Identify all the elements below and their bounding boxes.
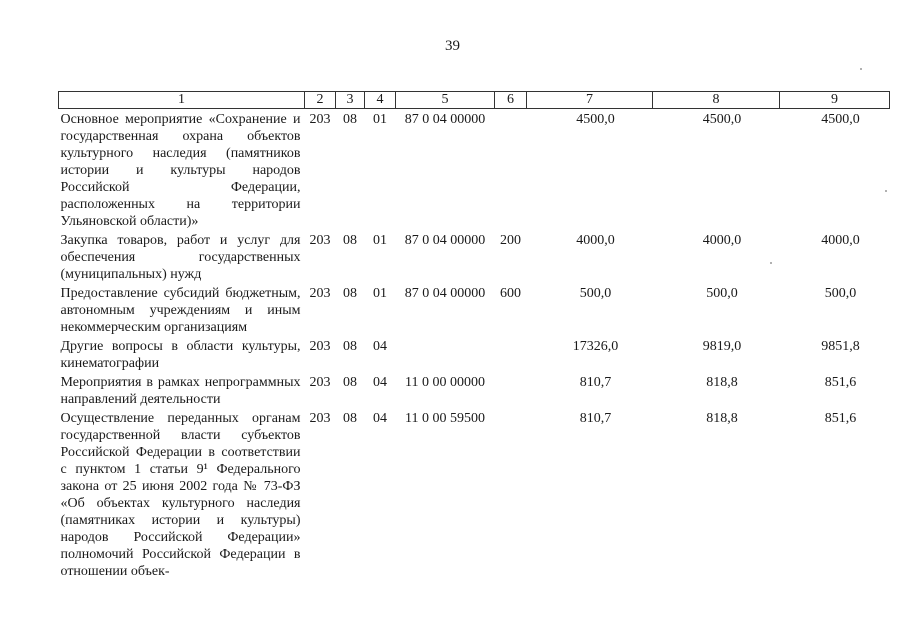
scan-speck	[860, 68, 862, 70]
cell-expense-type	[495, 372, 527, 408]
column-header-3: 3	[336, 92, 365, 109]
cell-amount-col7: 810,7	[579, 375, 612, 390]
cell-amount-col9: 851,6	[824, 375, 857, 390]
cell-expense-type: 200	[500, 233, 521, 248]
cell-target-article	[396, 336, 495, 372]
cell-amount-col8: 4500,0	[702, 112, 742, 127]
column-header-5: 5	[396, 92, 495, 109]
column-header-7: 7	[527, 92, 653, 109]
table-row	[59, 408, 890, 580]
cell-admin-code: 203	[309, 286, 331, 301]
column-header-9: 9	[780, 92, 890, 109]
cell-expense-type	[495, 408, 527, 580]
cell-admin-code: 203	[309, 339, 331, 354]
cell-target-article: 87 0 04 00000	[404, 233, 486, 248]
table-row	[59, 283, 890, 336]
cell-subsection: 04	[373, 339, 387, 354]
header-row	[59, 92, 890, 109]
cell-section: 08	[343, 233, 357, 248]
scan-speck	[770, 262, 772, 264]
scan-speck	[885, 190, 887, 192]
column-header-6: 6	[495, 92, 527, 109]
cell-expense-type	[495, 336, 527, 372]
table-row	[59, 230, 890, 283]
cell-amount-col7: 4500,0	[576, 112, 615, 127]
cell-subsection: 01	[373, 112, 387, 127]
cell-target-article: 87 0 04 00000	[404, 112, 486, 127]
cell-amount-col9: 4000,0	[821, 233, 860, 248]
cell-amount-col8: 818,8	[706, 411, 738, 426]
cell-subsection: 04	[373, 375, 387, 390]
row-name: Основное мероприятие «Сохранение и государственная охрана объектов культурного наследия (памятников истории и культуры народов Российской Федерации, расположенных на территории Ульяновской области)»	[60, 112, 301, 229]
row-name: Закупка товаров, работ и услуг для обеспечения государственных (муниципальных) нужд	[60, 233, 301, 282]
cell-amount-col7: 810,7	[579, 411, 612, 426]
cell-target-article: 87 0 04 00000	[404, 286, 486, 301]
cell-target-article: 11 0 00 59500	[405, 411, 485, 426]
cell-target-article: 11 0 00 00000	[405, 375, 485, 390]
cell-amount-col8: 500,0	[706, 286, 738, 301]
cell-section: 08	[343, 339, 357, 354]
cell-subsection: 04	[373, 411, 387, 426]
column-header-8: 8	[653, 92, 780, 109]
cell-admin-code: 203	[309, 233, 331, 248]
cell-amount-col8: 4000,0	[702, 233, 742, 248]
cell-admin-code: 203	[309, 375, 331, 390]
row-name: Осуществление переданных органам государственной власти субъектов Российской Федерации в соответствии с пунктом 1 статьи 9¹ Федерального закона от 25 июня 2002 года № 73-ФЗ «Об объектах культурного наследия (памятниках истории и культуры) народов Российской Федерации» полномочий Российской Федерации в отношении объек-	[60, 411, 301, 579]
column-header-2: 2	[305, 92, 336, 109]
table-row	[59, 336, 890, 372]
cell-subsection: 01	[373, 233, 387, 248]
column-header-1: 1	[59, 92, 305, 109]
cell-amount-col9: 9851,8	[821, 339, 860, 354]
cell-admin-code: 203	[309, 411, 331, 426]
cell-section: 08	[343, 112, 357, 127]
table-row	[59, 372, 890, 408]
row-name: Предоставление субсидий бюджетным, автономным учреждениям и иным некоммерческим организациям	[60, 286, 301, 335]
column-header-4: 4	[365, 92, 396, 109]
table-row	[59, 109, 890, 231]
row-name: Мероприятия в рамках непрограммных направлений деятельности	[60, 375, 301, 407]
cell-amount-col8: 9819,0	[702, 339, 742, 354]
cell-section: 08	[343, 411, 357, 426]
cell-amount-col7: 500,0	[579, 286, 612, 301]
cell-amount-col9: 851,6	[824, 411, 857, 426]
cell-amount-col7: 17326,0	[572, 339, 619, 354]
cell-section: 08	[343, 375, 357, 390]
cell-expense-type	[495, 109, 527, 231]
cell-section: 08	[343, 286, 357, 301]
page-number: 39	[445, 38, 460, 54]
budget-table	[58, 91, 890, 580]
cell-admin-code: 203	[309, 112, 331, 127]
cell-expense-type: 600	[500, 286, 521, 301]
cell-amount-col8: 818,8	[706, 375, 738, 390]
row-name: Другие вопросы в области культуры, кинематографии	[60, 339, 301, 371]
cell-amount-col9: 4500,0	[821, 112, 860, 127]
cell-amount-col7: 4000,0	[576, 233, 615, 248]
cell-amount-col9: 500,0	[824, 286, 857, 301]
cell-subsection: 01	[373, 286, 387, 301]
